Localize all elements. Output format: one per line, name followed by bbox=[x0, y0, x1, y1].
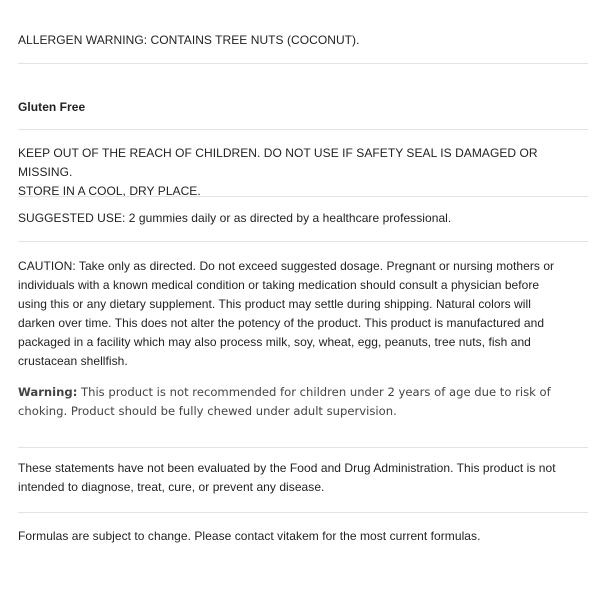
allergen-section bbox=[18, 31, 588, 50]
storage-line-1: KEEP OUT OF THE REACH OF CHILDREN. DO NOT USE IF SAFETY SEAL IS DAMAGED OR MISSING. bbox=[18, 146, 538, 179]
divider bbox=[18, 63, 588, 64]
divider bbox=[18, 447, 588, 448]
caution-line: CAUTION: Take only as directed. Do not exceed suggested dosage. Pregnant or nursing mothers or bbox=[18, 259, 555, 273]
suggested-use-text: SUGGESTED USE: 2 gummies daily or as directed by a healthcare professional. bbox=[18, 211, 452, 225]
caution-line: individuals with a known medical condition or taking medication should consult a physician before bbox=[18, 278, 540, 292]
warning-text: This product is not recommended for children under 2 years of age due to risk of bbox=[77, 385, 551, 399]
divider bbox=[18, 129, 588, 130]
warning-label: Warning: bbox=[18, 385, 78, 399]
storage-line-2: STORE IN A COOL, DRY PLACE. bbox=[18, 184, 201, 198]
caution-section bbox=[18, 257, 588, 371]
gluten-section bbox=[18, 98, 588, 117]
divider bbox=[18, 241, 588, 242]
formulas-text: Formulas are subject to change. Please contact vitakem for the most current formulas. bbox=[18, 529, 481, 543]
storage-section bbox=[18, 144, 588, 201]
warning-line-1 bbox=[18, 383, 588, 402]
divider bbox=[18, 512, 588, 513]
formulas-section bbox=[18, 527, 588, 546]
fda-line-2: intended to diagnose, treat, cure, or prevent any disease. bbox=[18, 480, 325, 494]
fda-line-1: These statements have not been evaluated by the Food and Drug Administration. This product is not bbox=[18, 461, 556, 475]
divider bbox=[18, 196, 588, 197]
warning-section bbox=[18, 383, 588, 421]
caution-line: packaged in a facility which may also process milk, soy, wheat, egg, peanuts, tree nuts, fish and bbox=[18, 335, 531, 349]
warning-line-2: choking. Product should be fully chewed under adult supervision. bbox=[18, 404, 397, 418]
suggested-use-section bbox=[18, 209, 588, 228]
caution-line: crustacean shellfish. bbox=[18, 354, 128, 368]
caution-line: using this or any dietary supplement. This product may settle during shipping. Natural colors will bbox=[18, 297, 531, 311]
fda-section bbox=[18, 459, 588, 497]
caution-line: darken over time. This does not alter the potency of the product. This product is manufactured and bbox=[18, 316, 545, 330]
gluten-free-heading: Gluten Free bbox=[18, 100, 86, 114]
allergen-warning-text: ALLERGEN WARNING: CONTAINS TREE NUTS (COCONUT). bbox=[18, 33, 360, 47]
